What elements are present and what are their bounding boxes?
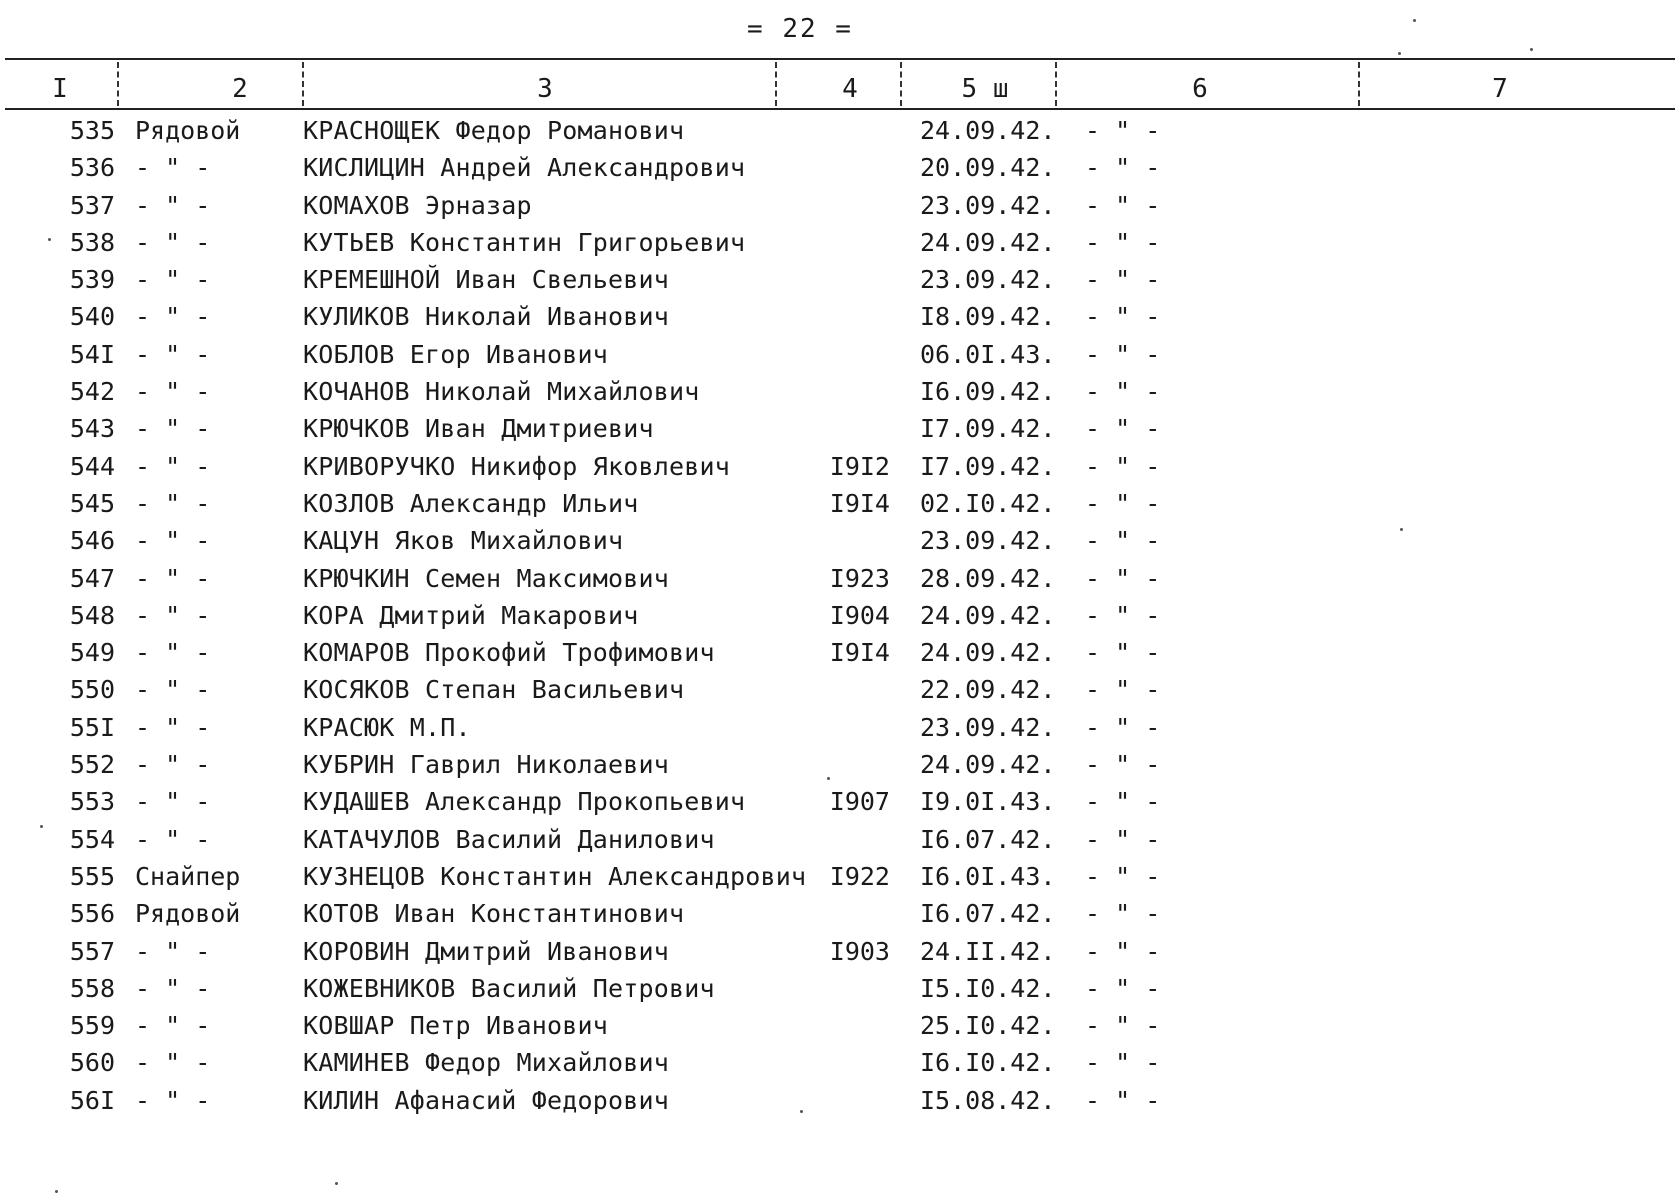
table-row — [0, 149, 1680, 186]
column-header-2: 2 — [232, 74, 248, 104]
row-status: - " - — [1085, 1011, 1161, 1041]
row-name: КРЮЧКИН Семен Максимович — [303, 563, 670, 593]
row-rank: - " - — [135, 302, 211, 332]
table-row — [0, 858, 1680, 895]
paper-speck — [827, 777, 830, 780]
paper-speck — [40, 825, 43, 828]
row-rank: - " - — [135, 190, 211, 220]
table-row — [0, 187, 1680, 224]
row-date: 24.II.42. — [920, 936, 1056, 966]
row-name: КОЖЕВНИКОВ Василий Петрович — [303, 973, 715, 1003]
row-number: 542 — [69, 377, 115, 407]
table-row — [0, 522, 1680, 559]
row-date: 02.I0.42. — [920, 488, 1056, 518]
row-date: 24.09.42. — [920, 600, 1056, 630]
row-status: - " - — [1085, 227, 1161, 257]
table-row — [0, 933, 1680, 970]
row-status: - " - — [1085, 973, 1161, 1003]
row-name: КРАСЮК М.П. — [303, 712, 471, 742]
row-rank: - " - — [135, 936, 211, 966]
row-name: КРАСНОЩЕК Федор Романович — [303, 116, 685, 145]
column-divider — [302, 62, 304, 106]
row-name: КУБРИН Гаврил Николаевич — [303, 750, 670, 780]
column-header-4: 4 — [842, 74, 858, 104]
row-birth-year: I9I4 — [829, 638, 890, 668]
row-number: 538 — [69, 227, 115, 257]
row-status: - " - — [1085, 675, 1161, 705]
row-rank: - " - — [135, 600, 211, 630]
row-name: КУЗНЕЦОВ Константин Александрович — [303, 861, 807, 891]
row-rank: Рядовой — [135, 899, 241, 929]
row-number: 555 — [69, 861, 115, 891]
row-name: КОТОВ Иван Константинович — [303, 899, 685, 929]
row-status: - " - — [1085, 414, 1161, 444]
row-date: 24.09.42. — [920, 638, 1056, 668]
row-rank: - " - — [135, 824, 211, 854]
row-number: 557 — [69, 936, 115, 966]
row-date: I6.0I.43. — [920, 861, 1056, 891]
paper-speck — [335, 1182, 338, 1185]
row-date: I8.09.42. — [920, 302, 1056, 332]
row-date: 24.09.42. — [920, 116, 1056, 145]
column-header-3: 3 — [537, 74, 553, 104]
row-name: КОСЯКОВ Степан Васильевич — [303, 675, 685, 705]
row-date: 20.09.42. — [920, 153, 1056, 183]
row-status: - " - — [1085, 190, 1161, 220]
row-name: КОВШАР Петр Иванович — [303, 1011, 609, 1041]
row-rank: - " - — [135, 675, 211, 705]
row-name: КУДАШЕВ Александр Прокопьевич — [303, 787, 746, 817]
table-row — [0, 746, 1680, 783]
row-name: КУТЬЕВ Константин Григорьевич — [303, 227, 746, 257]
row-status: - " - — [1085, 600, 1161, 630]
row-rank: - " - — [135, 750, 211, 780]
paper-speck — [1398, 52, 1401, 55]
row-number: 559 — [69, 1011, 115, 1041]
row-number: 549 — [69, 638, 115, 668]
row-rank: - " - — [135, 265, 211, 295]
table-row — [0, 261, 1680, 298]
column-header-6: 6 — [1192, 74, 1208, 104]
column-header-1: I — [52, 74, 68, 104]
row-name: КИЛИН Афанасий Федорович — [303, 1085, 670, 1115]
row-status: - " - — [1085, 488, 1161, 518]
row-number: 547 — [69, 563, 115, 593]
row-status: - " - — [1085, 563, 1161, 593]
row-number: 56I — [69, 1085, 115, 1115]
row-date: I9.0I.43. — [920, 787, 1056, 817]
table-row — [0, 373, 1680, 410]
row-name: КУЛИКОВ Николай Иванович — [303, 302, 670, 332]
row-status: - " - — [1085, 302, 1161, 332]
paper-speck — [1530, 48, 1533, 51]
row-date: 06.0I.43. — [920, 339, 1056, 369]
table-row — [0, 410, 1680, 447]
paper-speck — [800, 1110, 803, 1113]
row-rank: - " - — [135, 563, 211, 593]
row-birth-year: I903 — [829, 936, 890, 966]
table-row — [0, 970, 1680, 1007]
row-rank: - " - — [135, 1085, 211, 1115]
row-name: КИСЛИЦИН Андрей Александрович — [303, 153, 746, 183]
row-date: I5.08.42. — [920, 1085, 1056, 1115]
row-birth-year: I904 — [829, 600, 890, 630]
row-name: КРЕМЕШНОЙ Иван Свельевич — [303, 265, 670, 295]
row-number: 536 — [69, 153, 115, 183]
row-date: I7.09.42. — [920, 414, 1056, 444]
row-number: 552 — [69, 750, 115, 780]
table-row — [0, 448, 1680, 485]
table-header-rule — [5, 108, 1675, 110]
column-header-5: 5 ш — [961, 74, 1009, 104]
row-number: 537 — [69, 190, 115, 220]
row-number: 550 — [69, 675, 115, 705]
roster-table-body — [0, 112, 1680, 1119]
paper-speck — [55, 1190, 58, 1193]
row-status: - " - — [1085, 116, 1161, 145]
row-rank: - " - — [135, 488, 211, 518]
row-number: 546 — [69, 526, 115, 556]
row-name: КАЦУН Яков Михайлович — [303, 526, 624, 556]
row-date: 23.09.42. — [920, 712, 1056, 742]
table-row — [0, 671, 1680, 708]
row-date: 23.09.42. — [920, 526, 1056, 556]
row-birth-year: I923 — [829, 563, 890, 593]
row-name: КОРОВИН Дмитрий Иванович — [303, 936, 670, 966]
row-rank: - " - — [135, 414, 211, 444]
row-number: 556 — [69, 899, 115, 929]
row-rank: Снайпер — [135, 861, 241, 891]
row-status: - " - — [1085, 750, 1161, 780]
row-status: - " - — [1085, 1085, 1161, 1115]
paper-speck — [1413, 19, 1416, 22]
row-date: I6.09.42. — [920, 377, 1056, 407]
row-name: КРИВОРУЧКО Никифор Яковлевич — [303, 451, 731, 481]
row-number: 535 — [69, 116, 115, 145]
row-status: - " - — [1085, 153, 1161, 183]
table-row — [0, 1044, 1680, 1081]
row-date: 28.09.42. — [920, 563, 1056, 593]
row-name: КОЧАНОВ Николай Михайлович — [303, 377, 700, 407]
row-name: КОРА Дмитрий Макарович — [303, 600, 639, 630]
row-status: - " - — [1085, 638, 1161, 668]
table-row — [0, 783, 1680, 820]
row-number: 54I — [69, 339, 115, 369]
column-divider — [117, 62, 119, 106]
row-rank: Рядовой — [135, 116, 241, 145]
row-rank: - " - — [135, 1011, 211, 1041]
row-status: - " - — [1085, 861, 1161, 891]
row-date: 24.09.42. — [920, 227, 1056, 257]
row-name: КОМАРОВ Прокофий Трофимович — [303, 638, 715, 668]
row-number: 560 — [69, 1048, 115, 1078]
row-date: I7.09.42. — [920, 451, 1056, 481]
row-birth-year: I922 — [829, 861, 890, 891]
row-number: 539 — [69, 265, 115, 295]
row-status: - " - — [1085, 526, 1161, 556]
row-number: 543 — [69, 414, 115, 444]
row-rank: - " - — [135, 1048, 211, 1078]
row-rank: - " - — [135, 638, 211, 668]
table-row — [0, 895, 1680, 932]
table-row — [0, 1007, 1680, 1044]
table-row — [0, 485, 1680, 522]
row-status: - " - — [1085, 824, 1161, 854]
row-number: 545 — [69, 488, 115, 518]
row-status: - " - — [1085, 899, 1161, 929]
table-row — [0, 709, 1680, 746]
row-date: I6.07.42. — [920, 824, 1056, 854]
row-date: I6.07.42. — [920, 899, 1056, 929]
row-date: 24.09.42. — [920, 750, 1056, 780]
table-row — [0, 336, 1680, 373]
paper-speck — [48, 238, 51, 241]
table-row — [0, 224, 1680, 261]
row-name: КРЮЧКОВ Иван Дмитриевич — [303, 414, 654, 444]
table-row — [0, 298, 1680, 335]
row-number: 544 — [69, 451, 115, 481]
row-rank: - " - — [135, 526, 211, 556]
row-date: 22.09.42. — [920, 675, 1056, 705]
row-name: КОЗЛОВ Александр Ильич — [303, 488, 639, 518]
row-number: 55I — [69, 712, 115, 742]
table-top-rule — [5, 58, 1675, 60]
column-header-7: 7 — [1492, 74, 1508, 104]
row-status: - " - — [1085, 936, 1161, 966]
row-name: КОБЛОВ Егор Иванович — [303, 339, 609, 369]
row-number: 554 — [69, 824, 115, 854]
row-name: КАМИНЕВ Федор Михайлович — [303, 1048, 670, 1078]
row-birth-year: I9I4 — [829, 488, 890, 518]
page-number: = 22 = — [747, 14, 853, 44]
row-status: - " - — [1085, 265, 1161, 295]
row-date: 25.I0.42. — [920, 1011, 1056, 1041]
row-rank: - " - — [135, 451, 211, 481]
row-number: 553 — [69, 787, 115, 817]
column-divider — [775, 62, 777, 106]
row-status: - " - — [1085, 712, 1161, 742]
row-rank: - " - — [135, 377, 211, 407]
column-divider — [900, 62, 902, 106]
row-rank: - " - — [135, 973, 211, 1003]
table-row — [0, 112, 1680, 149]
row-rank: - " - — [135, 339, 211, 369]
table-row — [0, 821, 1680, 858]
row-status: - " - — [1085, 1048, 1161, 1078]
table-row — [0, 560, 1680, 597]
row-birth-year: I907 — [829, 787, 890, 817]
row-birth-year: I9I2 — [829, 451, 890, 481]
row-rank: - " - — [135, 153, 211, 183]
row-date: 23.09.42. — [920, 190, 1056, 220]
row-date: I6.I0.42. — [920, 1048, 1056, 1078]
paper-speck — [1400, 528, 1403, 531]
row-number: 558 — [69, 973, 115, 1003]
row-name: КАТАЧУЛОВ Василий Данилович — [303, 824, 715, 854]
row-name: КОМАХОВ Эрназар — [303, 190, 532, 220]
column-divider — [1358, 62, 1360, 106]
row-rank: - " - — [135, 787, 211, 817]
row-status: - " - — [1085, 339, 1161, 369]
row-date: I5.I0.42. — [920, 973, 1056, 1003]
row-date: 23.09.42. — [920, 265, 1056, 295]
row-number: 548 — [69, 600, 115, 630]
row-rank: - " - — [135, 712, 211, 742]
row-status: - " - — [1085, 451, 1161, 481]
column-divider — [1055, 62, 1057, 106]
table-row — [0, 1082, 1680, 1119]
table-row — [0, 634, 1680, 671]
row-status: - " - — [1085, 377, 1161, 407]
row-rank: - " - — [135, 227, 211, 257]
table-row — [0, 597, 1680, 634]
row-status: - " - — [1085, 787, 1161, 817]
row-number: 540 — [69, 302, 115, 332]
